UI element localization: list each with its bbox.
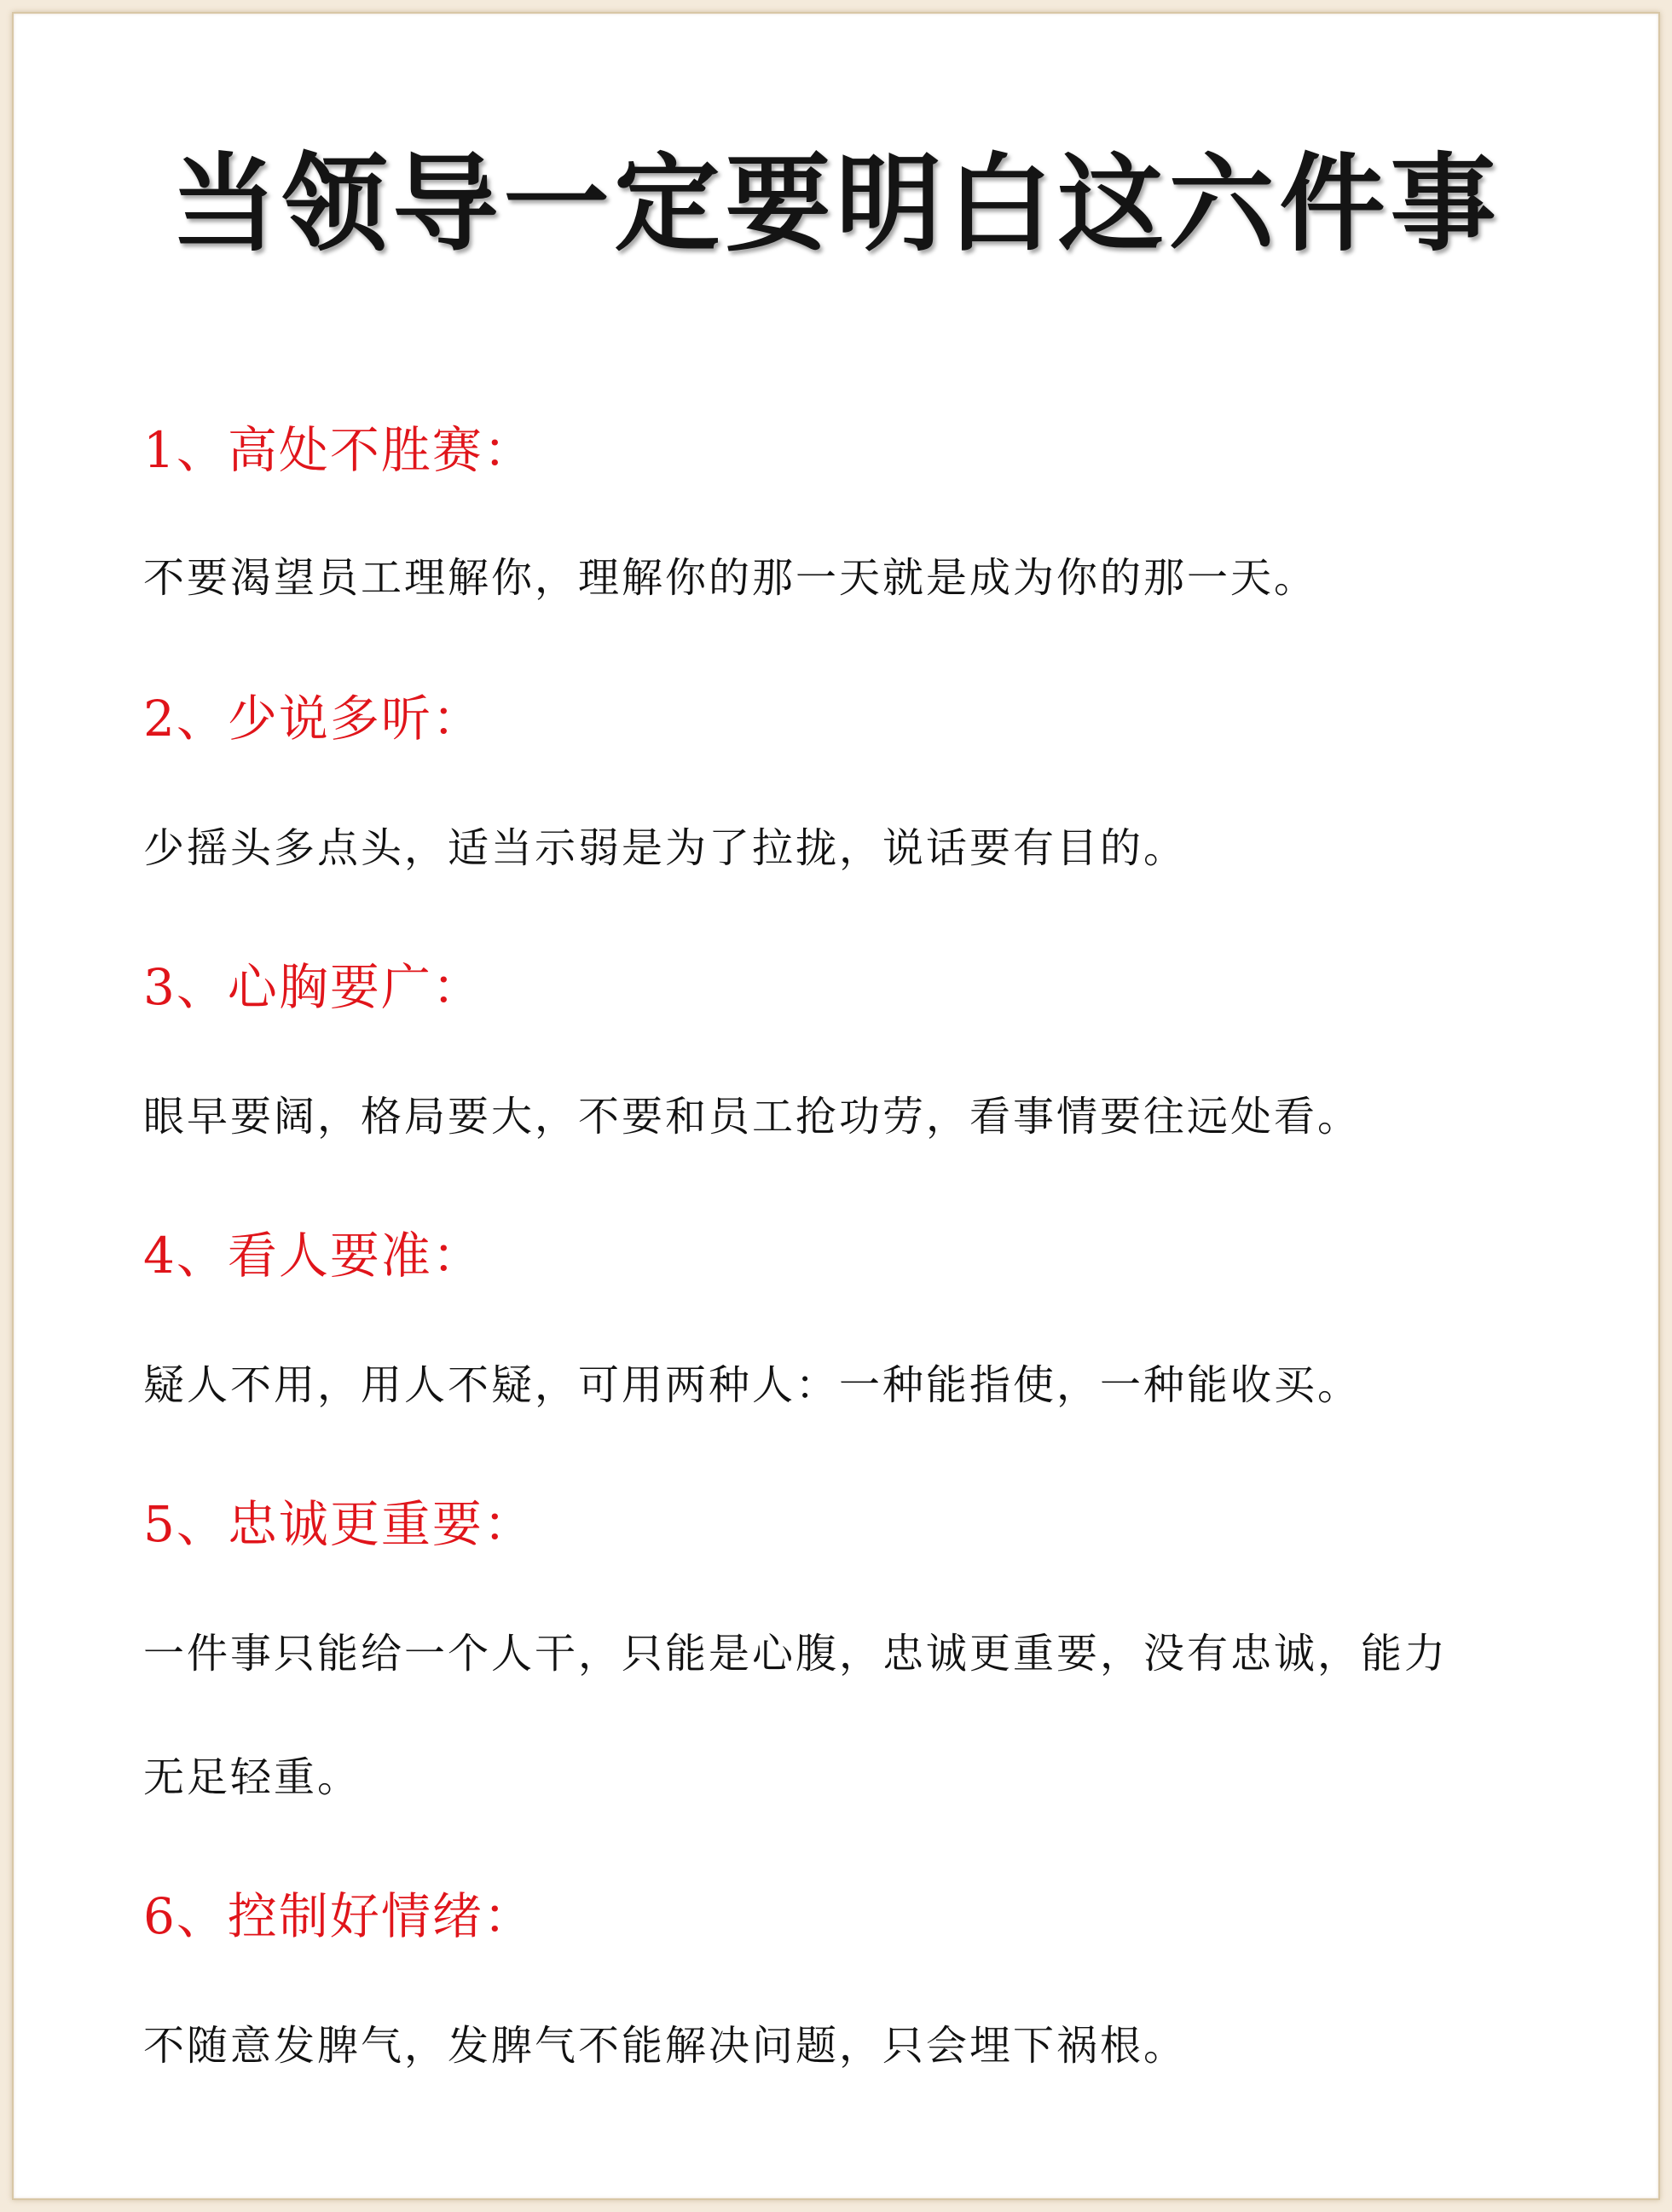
section-1-heading: 1、高处不胜赛：	[143, 421, 535, 479]
page-title: 当领导一定要明白这六件事	[171, 142, 1501, 266]
section-6-heading: 6、控制好情绪：	[143, 1887, 535, 1945]
section-4-text: 疑人不用，用人不疑，可用两种人：一种能指使，一种能收买。	[143, 1361, 1362, 1409]
section-5-text-line-1: 一件事只能给一个人干，只能是心腹，忠诚更重要，没有忠诚，能力	[143, 1630, 1449, 1678]
section-3-text: 眼早要阔，格局要大，不要和员工抢功劳，看事情要往远处看。	[143, 1093, 1362, 1141]
section-2-heading: 2、少说多听：	[143, 690, 483, 748]
section-3-heading: 3、心胸要广：	[143, 958, 483, 1016]
section-4-heading: 4、看人要准：	[143, 1227, 483, 1285]
section-6-text: 不随意发脾气，发脾气不能解决问题，只会埋下祸根。	[143, 2022, 1188, 2070]
section-5-heading: 5、忠诚更重要：	[143, 1495, 535, 1553]
section-1-text: 不要渴望员工理解你，理解你的那一天就是成为你的那一天。	[143, 554, 1318, 602]
section-5-text-line-2: 无足轻重。	[143, 1753, 362, 1801]
section-2-text: 少摇头多点头，适当示弱是为了拉拢，说话要有目的。	[143, 824, 1188, 872]
